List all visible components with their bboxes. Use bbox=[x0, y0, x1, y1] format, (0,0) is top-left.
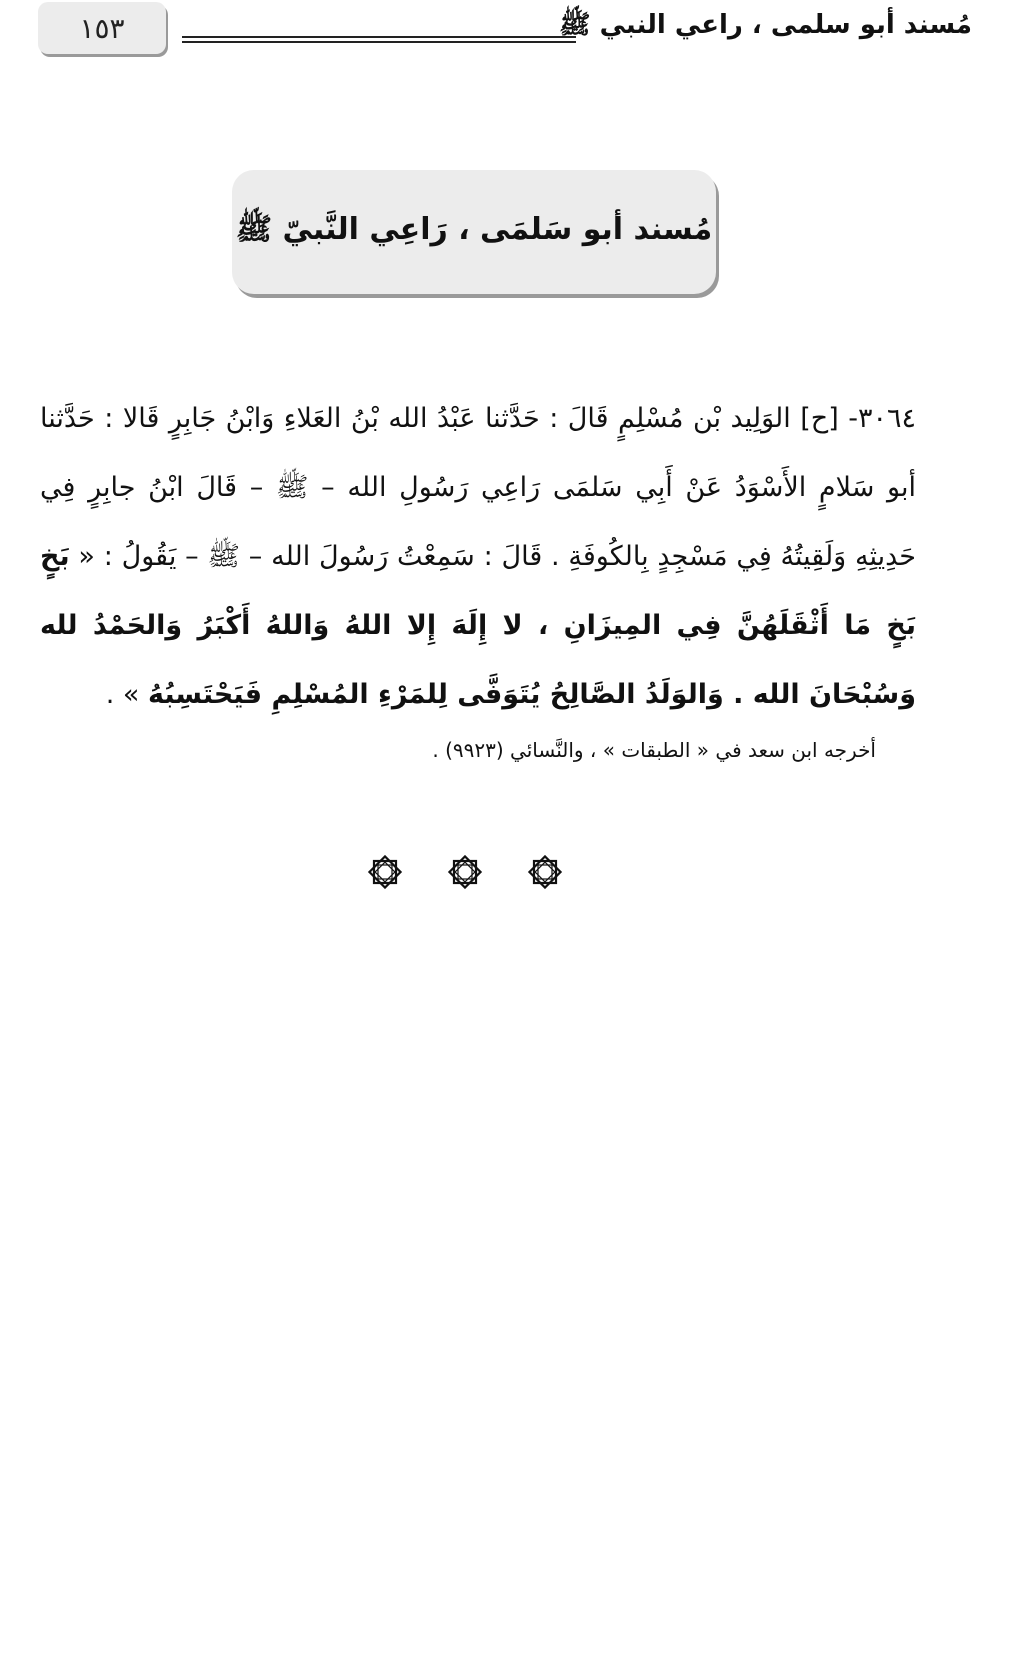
hadith-text bbox=[40, 384, 916, 729]
eight-point-star-ornament-icon bbox=[525, 852, 565, 892]
header-rule-top bbox=[182, 36, 576, 38]
hadith-closing: » . bbox=[105, 679, 140, 710]
section-end-ornaments bbox=[365, 850, 565, 894]
header-rule-bottom bbox=[182, 41, 576, 43]
hadith-isnad-text: - [ح] الوَلِيد بْن مُسْلِمٍ قَالَ : حَدَّثنا عَبْدُ الله بْنُ العَلاءِ وَابْنُ جَابِرٍ قَالا : حَدَّثنا أبو سَلامٍ الأَسْوَدُ عَنْ أَبِي سَلمَى رَاعِي رَسُولِ الله – ﷺ – قَالَ ابْنُ جابِرٍ فِي حَدِيثِهِ وَلَقِيتُهُ فِي مَسْجِدٍ بِالكُوفَةِ . قَالَ : سَمِعْتُ رَسُولَ الله – ﷺ – يَقُولُ : « bbox=[40, 403, 916, 572]
takhrij-note: أخرجه ابن سعد في « الطبقات » ، والنَّسائي (٩٩٢٣) . bbox=[432, 738, 876, 762]
hadith-number: ٣٠٦٤ bbox=[857, 403, 916, 434]
running-title: مُسند أبو سلمى ، راعي النبي ﷺ bbox=[559, 10, 972, 40]
eight-point-star-ornament-icon bbox=[445, 852, 485, 892]
eight-point-star-ornament-icon bbox=[365, 852, 405, 892]
chapter-title-box bbox=[232, 170, 716, 294]
page-number: ١٥٣ bbox=[79, 11, 125, 45]
chapter-title: مُسند أبو سَلمَى ، رَاعِي النَّبيّ ﷺ bbox=[235, 211, 713, 247]
page-number-box bbox=[38, 2, 166, 54]
hadith-matn-bold: بَخٍ بَخٍ مَا أَثْقَلَهُنَّ فِي المِيزَانِ ، لا إِلَهَ إِلا اللهُ وَاللهُ أَكْبَرُ وَالحَمْدُ لله وَسُبْحَانَ الله . وَالوَلَدُ الصَّالِحُ يُتَوَفَّى لِلمَرْءِ المُسْلِمِ فَيَحْتَسِبُهُ bbox=[40, 541, 916, 710]
